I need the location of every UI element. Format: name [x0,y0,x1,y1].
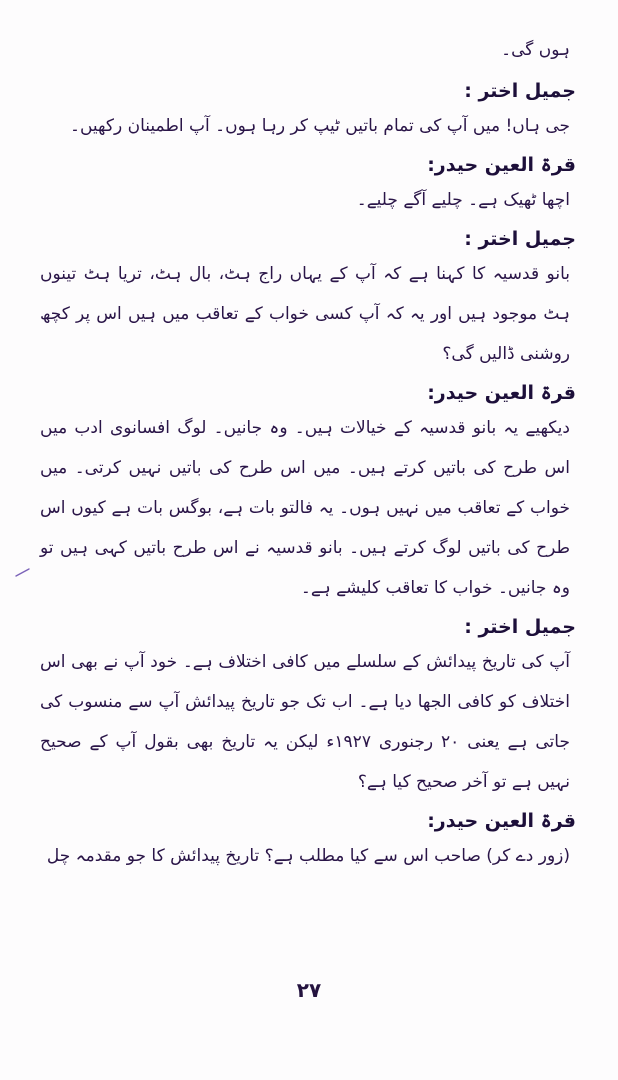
speech-paragraph: بانو قدسیہ کا کہنا ہے کہ آپ کے یہاں راج ہٹ، بال ہٹ، تریا ہٹ تینوں ہٹ موجود ہیں اور یہ کہ آپ کسی خواب کے تعاقب میں ہیں اس پر کچھ روشنی ڈالیں گی؟ [40,264,570,364]
speech-paragraph: اچھا ٹھیک ہے۔ چلیے آگے چلیے۔ [356,190,570,210]
speech-paragraph: ہوں گی۔ [501,40,570,60]
speaker-name: قرۃ العین حیدر: [427,154,576,176]
speech-paragraph: دیکھیے یہ بانو قدسیہ کے خیالات ہیں۔ وہ جانیں۔ لوگ افسانوی ادب میں اس طرح کی باتیں کرتے ہیں۔ میں اس طرح کی باتیں نہیں کرتی۔ میں خواب کے تعاقب میں نہیں ہوں۔ یہ فالتو بات ہے، بوگس بات ہے کیوں اس طرح کی باتیں لوگ کرتے ہیں۔ بانو قدسیہ نے اس طرح باتیں کہی ہیں تو وہ جانیں۔ خواب کا تعاقب کلیشے ہے۔ [40,418,570,598]
page-number: ۲۷ [296,978,322,1002]
speech-paragraph: آپ کی تاریخ پیدائش کے سلسلے میں کافی اختلاف ہے۔ خود آپ نے بھی اس اختلاف کو کافی الجھا دیا ہے۔ اب تک جو تاریخ پیدائش آپ سے منسوب کی جاتی ہے یعنی ۲۰ رجنوری ۱۹۲۷ء لیکن یہ تاریخ بھی بقول آپ کے صحیح نہیں ہے تو آخر صحیح کیا ہے؟ [40,652,570,792]
speech-paragraph: (زور دے کر) صاحب اس سے کیا مطلب ہے؟ تاریخ پیدائش کا جو مقدمہ چل [46,846,570,866]
page-text [40,30,580,876]
speaker-name: قرۃ العین حیدر: [427,382,576,404]
speaker-name: قرۃ العین حیدر: [427,810,576,832]
margin-pencil-mark [14,566,32,578]
speaker-name: جمیل اختر : [464,616,576,638]
speech-paragraph: جی ہاں! میں آپ کی تمام باتیں ٹیپ کر رہا ہوں۔ آپ اطمینان رکھیں۔ [70,116,570,136]
speaker-name: جمیل اختر : [464,228,576,250]
speaker-name: جمیل اختر : [464,80,576,102]
